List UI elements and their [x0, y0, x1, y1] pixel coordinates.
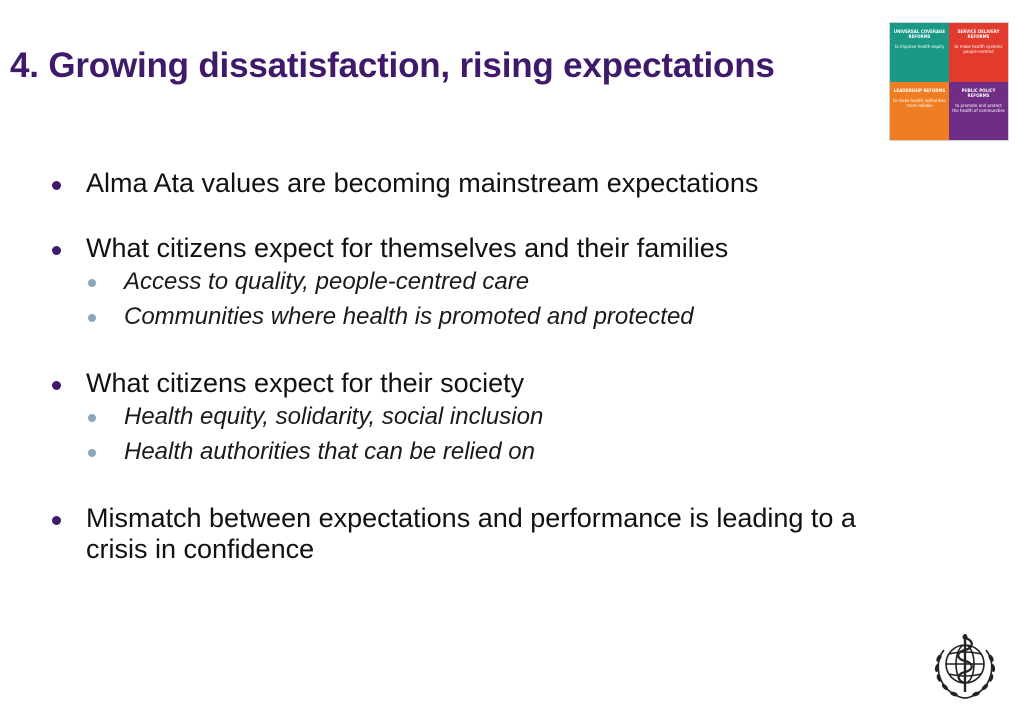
bullet-text: Mismatch between expectations and performance is leading to a crisis in confidence — [86, 503, 856, 564]
sub-bullet-dot-icon — [88, 449, 96, 457]
puzzle-piece-body: to improve health equity — [894, 44, 945, 49]
puzzle-piece-body: to make health systems people-centred — [954, 44, 1003, 54]
sub-bullet-text: Communities where health is promoted and protected — [124, 303, 694, 330]
reform-puzzle-graphic — [889, 22, 1009, 141]
sub-bullet-item — [50, 299, 930, 334]
bullet-dot-icon — [52, 381, 61, 390]
bullet-item — [50, 503, 930, 565]
puzzle-piece-heading: PUBLIC POLICY REFORMS — [961, 87, 996, 98]
sub-bullet-item — [50, 434, 930, 469]
bullet-dot-icon — [52, 181, 61, 190]
puzzle-piece-heading: UNIVERSAL COVERAGE REFORMS — [893, 29, 946, 39]
bullet-text: Alma Ata values are becoming mainstream expectations — [86, 168, 759, 198]
bullet-item — [50, 168, 930, 199]
bullet-text: What citizens expect for themselves and their families — [86, 233, 729, 263]
sub-bullet-text: Health authorities that can be relied on — [124, 438, 535, 465]
sub-bullet-item — [50, 399, 930, 434]
sub-bullet-text: Access to quality, people-centred care — [124, 268, 530, 295]
puzzle-piece-body: to make health authorities more reliable — [893, 97, 946, 108]
sub-bullet-dot-icon — [88, 314, 96, 322]
bullet-list — [50, 168, 930, 565]
bullet-item — [50, 233, 930, 264]
puzzle-piece-public-policy — [949, 82, 1008, 141]
bullet-dot-icon — [52, 516, 61, 525]
bullet-dot-icon — [52, 246, 61, 255]
sub-bullet-text: Health equity, solidarity, social inclusion — [124, 403, 544, 430]
puzzle-piece-heading: SERVICE DELIVERY REFORMS — [957, 29, 1000, 39]
slide-title: 4. Growing dissatisfaction, rising expectations — [10, 46, 775, 85]
sub-bullet-dot-icon — [88, 279, 96, 287]
puzzle-piece-universal-coverage — [890, 23, 949, 82]
puzzle-piece-service-delivery — [949, 23, 1008, 82]
puzzle-piece-body: to promote and protect the health of communities — [952, 102, 1005, 113]
bullet-item — [50, 368, 930, 399]
who-emblem-icon — [924, 626, 1006, 708]
puzzle-piece-heading: LEADERSHIP REFORMS — [893, 87, 946, 93]
bullet-text: What citizens expect for their society — [86, 368, 525, 398]
puzzle-piece-leadership — [890, 82, 949, 141]
sub-bullet-dot-icon — [88, 414, 96, 422]
sub-bullet-item — [50, 264, 930, 299]
